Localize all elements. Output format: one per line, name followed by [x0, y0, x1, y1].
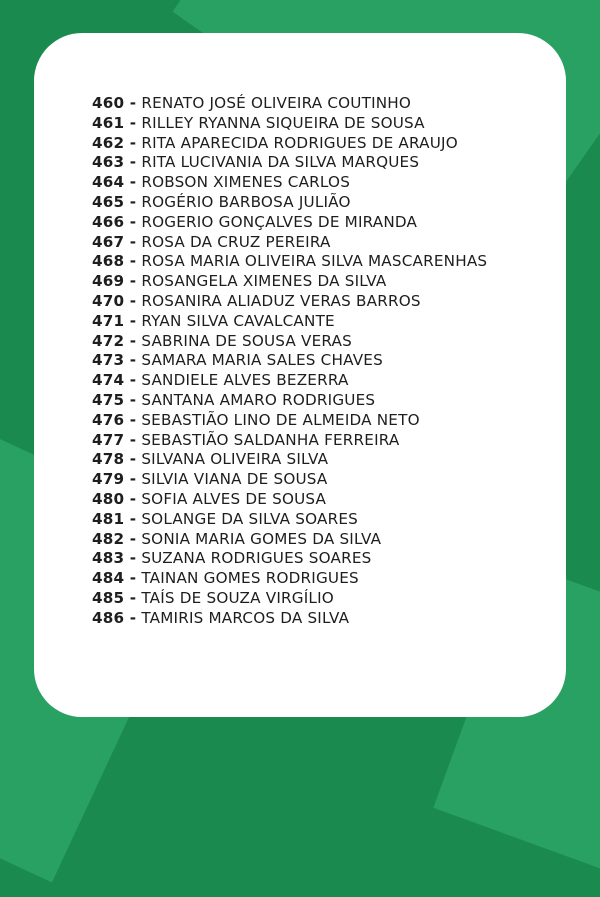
entry-number: 469 -: [92, 272, 137, 291]
list-item: [92, 272, 487, 292]
entry-name: RILLEY RYANNA SIQUEIRA DE SOUSA: [141, 113, 425, 132]
entry-name: ROGÉRIO BARBOSA JULIÃO: [141, 192, 351, 211]
entry-number: 485 -: [92, 588, 137, 607]
list-item: [92, 173, 487, 193]
entry-name: SILVIA VIANA DE SOUSA: [141, 470, 328, 489]
entry-name: SILVANA OLIVEIRA SILVA: [141, 450, 329, 469]
list-item: [92, 609, 487, 629]
entry-number: 476 -: [92, 410, 137, 429]
entry-number: 461 -: [92, 113, 137, 132]
entry-name: SEBASTIÃO SALDANHA FERREIRA: [141, 430, 400, 449]
list-item: [92, 411, 487, 431]
entry-name: RITA APARECIDA RODRIGUES DE ARAUJO: [141, 133, 458, 152]
entry-number: 484 -: [92, 569, 137, 588]
entry-number: 481 -: [92, 509, 137, 528]
entry-name: TAMIRIS MARCOS DA SILVA: [141, 608, 350, 627]
entry-number: 486 -: [92, 608, 137, 627]
entry-number: 472 -: [92, 331, 137, 350]
entry-number: 477 -: [92, 430, 137, 449]
entry-name: SEBASTIÃO LINO DE ALMEIDA NETO: [141, 410, 420, 429]
entry-number: 482 -: [92, 529, 137, 548]
list-item: [92, 510, 487, 530]
entry-number: 470 -: [92, 291, 137, 310]
entry-name: ROSANIRA ALIADUZ VERAS BARROS: [141, 291, 421, 310]
entry-name: ROBSON XIMENES CARLOS: [141, 173, 351, 192]
list-item: [92, 213, 487, 233]
list-item: [92, 549, 487, 569]
entry-name: RENATO JOSÉ OLIVEIRA COUTINHO: [141, 94, 412, 112]
entry-number: 474 -: [92, 371, 137, 390]
list-item: [92, 114, 487, 134]
list-item: [92, 431, 487, 451]
list-item: [92, 450, 487, 470]
entry-number: 468 -: [92, 252, 137, 271]
list-item: [92, 351, 487, 371]
entry-number: 466 -: [92, 212, 137, 231]
entry-number: 465 -: [92, 192, 137, 211]
entry-number: 471 -: [92, 311, 137, 330]
entry-number: 483 -: [92, 549, 137, 568]
entry-name: ROSA MARIA OLIVEIRA SILVA MASCARENHAS: [141, 252, 488, 271]
list-item: [92, 312, 487, 332]
list-item: [92, 490, 487, 510]
list-item: [92, 292, 487, 312]
entry-name: RYAN SILVA CAVALCANTE: [141, 311, 335, 330]
entry-number: 467 -: [92, 232, 137, 251]
entry-number: 473 -: [92, 351, 137, 370]
list-item: [92, 589, 487, 609]
entry-name: ROSA DA CRUZ PEREIRA: [141, 232, 331, 251]
entry-name: TAINAN GOMES RODRIGUES: [141, 569, 359, 588]
entry-name: RITA LUCIVANIA DA SILVA MARQUES: [141, 153, 420, 172]
entry-name: ROGERIO GONÇALVES DE MIRANDA: [141, 212, 418, 231]
entry-number: 479 -: [92, 470, 137, 489]
entry-name: SONIA MARIA GOMES DA SILVA: [141, 529, 382, 548]
list-item: [92, 252, 487, 272]
entry-number: 462 -: [92, 133, 137, 152]
list-item: [92, 153, 487, 173]
entry-name: SANDIELE ALVES BEZERRA: [141, 371, 349, 390]
entry-number: 464 -: [92, 173, 137, 192]
name-list: [92, 94, 487, 629]
entry-number: 475 -: [92, 390, 137, 409]
entry-name: SUZANA RODRIGUES SOARES: [141, 549, 372, 568]
entry-name: SABRINA DE SOUSA VERAS: [141, 331, 352, 350]
entry-name: SOLANGE DA SILVA SOARES: [141, 509, 358, 528]
entry-number: 463 -: [92, 153, 137, 172]
entry-name: SANTANA AMARO RODRIGUES: [141, 390, 376, 409]
list-item: [92, 391, 487, 411]
entry-name: SOFIA ALVES DE SOUSA: [141, 489, 327, 508]
list-item: [92, 569, 487, 589]
entry-number: 480 -: [92, 489, 137, 508]
entry-number: 460 -: [92, 94, 137, 112]
list-item: [92, 470, 487, 490]
entry-number: 478 -: [92, 450, 137, 469]
list-item: [92, 371, 487, 391]
list-item: [92, 332, 487, 352]
list-item: [92, 530, 487, 550]
entry-name: TAÍS DE SOUZA VIRGÍLIO: [141, 588, 334, 607]
entry-name: SAMARA MARIA SALES CHAVES: [141, 351, 383, 370]
list-item: [92, 94, 487, 114]
entry-name: ROSANGELA XIMENES DA SILVA: [141, 272, 387, 291]
list-item: [92, 134, 487, 154]
list-item: [92, 193, 487, 213]
list-item: [92, 233, 487, 253]
